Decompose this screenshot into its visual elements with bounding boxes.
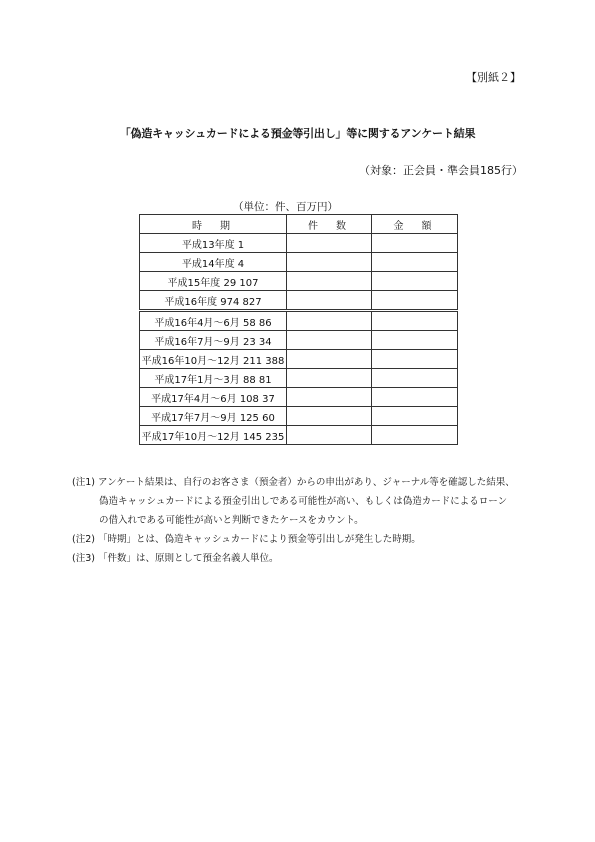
count-cell [287, 407, 372, 426]
count-cell [287, 388, 372, 407]
amount-cell [372, 311, 458, 331]
amount-cell [372, 369, 458, 388]
amount-cell [372, 272, 458, 291]
note-1-continuation: 偽造キャッシュカードによる預金引出しである可能性が高い、もしくは偽造カードによるローン [99, 496, 508, 507]
table-row [140, 407, 458, 426]
header-amount: 金 額 [372, 215, 458, 234]
note-text: 「件数」は、原則として預金名義人単位。 [98, 553, 279, 564]
period-cell: 平成15年度 29 107 [140, 272, 287, 291]
count-cell [287, 331, 372, 350]
table-row [140, 426, 458, 445]
count-cell [287, 291, 372, 311]
period-cell: 平成16年7月～9月 23 34 [140, 331, 287, 350]
amount-cell [372, 291, 458, 311]
note-text: 「時期」とは、偽造キャッシュカードにより預金等引出しが発生した時期。 [98, 534, 421, 545]
notes-section [72, 473, 515, 568]
count-cell [287, 369, 372, 388]
amount-cell [372, 253, 458, 272]
table-row [140, 253, 458, 272]
note-2 [72, 530, 515, 549]
results-table [139, 214, 458, 445]
table-row [140, 272, 458, 291]
count-cell [287, 253, 372, 272]
count-cell [287, 272, 372, 291]
period-cell: 平成14年度 4 [140, 253, 287, 272]
table-row [140, 388, 458, 407]
amount-cell [372, 331, 458, 350]
note-3 [72, 549, 515, 568]
amount-cell [372, 426, 458, 445]
table-row [140, 234, 458, 253]
unit-label: （単位：件、百万円） [233, 201, 338, 213]
period-cell: 平成16年10月～12月 211 388 [140, 350, 287, 369]
document-title: 「偽造キャッシュカードによる預金等引出し」等に関するアンケート結果 [119, 127, 476, 140]
count-cell [287, 350, 372, 369]
amount-cell [372, 407, 458, 426]
amount-cell [372, 388, 458, 407]
period-cell: 平成17年7月～9月 125 60 [140, 407, 287, 426]
period-cell: 平成16年度 974 827 [140, 291, 287, 311]
note-text: アンケート結果は、自行のお客さま（預金者）からの申出があり、ジャーナル等を確認した結果、 [98, 477, 515, 488]
header-period: 時 期 [140, 215, 287, 234]
period-cell: 平成16年4月～6月 58 86 [140, 311, 287, 331]
note-1 [72, 473, 515, 492]
attachment-label: 【別紙２】 [466, 71, 521, 84]
table-row [140, 350, 458, 369]
note-label: (注2) [72, 534, 95, 545]
target-note: （対象：正会員・準会員185行） [359, 164, 523, 177]
period-cell: 平成17年10月～12月 145 235 [140, 426, 287, 445]
note-1-continuation: の借入れである可能性が高いと判断できたケースをカウント。 [99, 515, 364, 526]
table-header-row [140, 215, 458, 234]
table-row [140, 291, 458, 311]
table-row [140, 331, 458, 350]
table-row [140, 311, 458, 331]
period-cell: 平成17年4月～6月 108 37 [140, 388, 287, 407]
note-label: (注1) [72, 477, 95, 488]
count-cell [287, 426, 372, 445]
period-cell: 平成17年1月～3月 88 81 [140, 369, 287, 388]
count-cell [287, 234, 372, 253]
amount-cell [372, 234, 458, 253]
header-count: 件 数 [287, 215, 372, 234]
count-cell [287, 311, 372, 331]
amount-cell [372, 350, 458, 369]
note-label: (注3) [72, 553, 95, 564]
table-row [140, 369, 458, 388]
period-cell: 平成13年度 1 [140, 234, 287, 253]
